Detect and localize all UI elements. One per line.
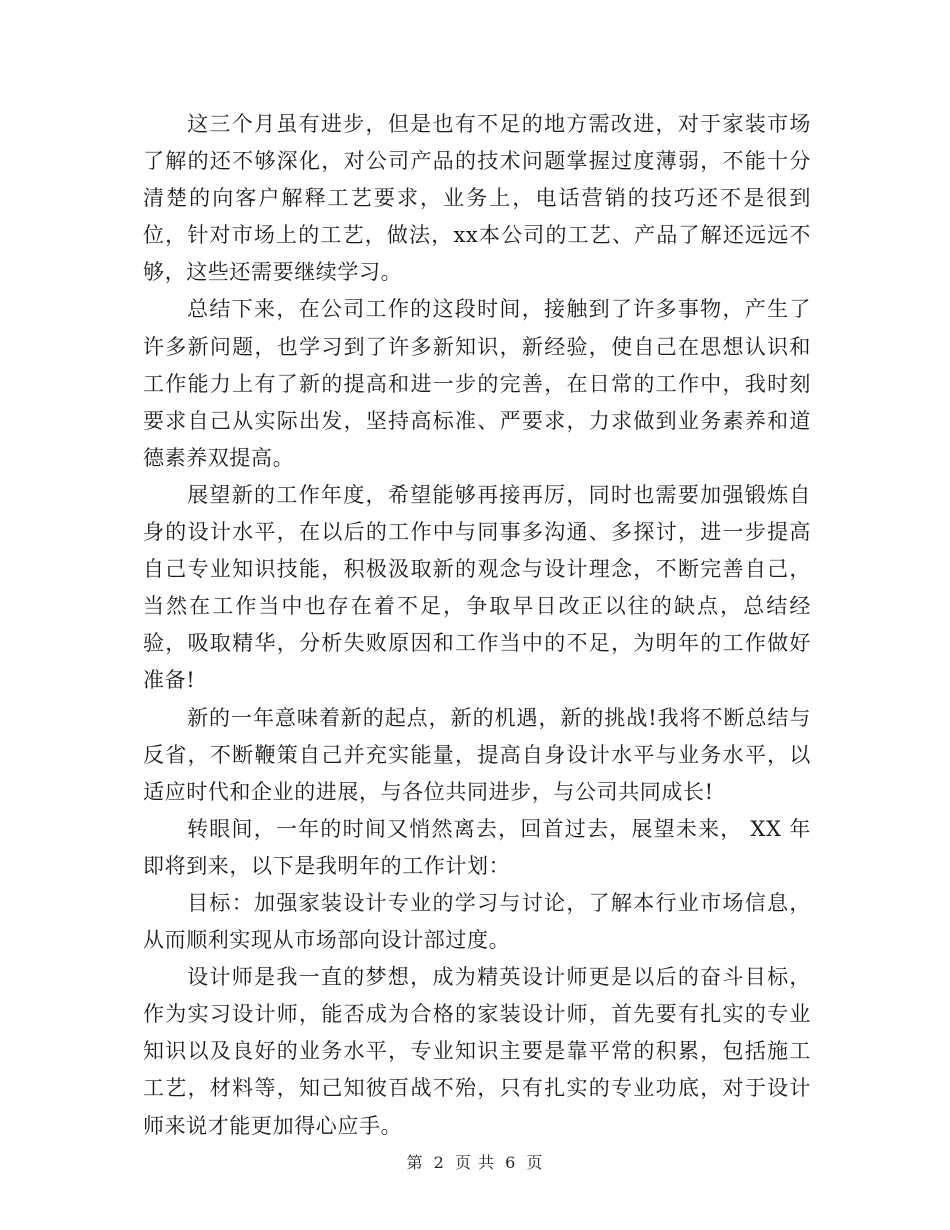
paragraph-7: 设计师是我一直的梦想，成为精英设计师更是以后的奋斗目标，作为实习设计师，能否成为合格的家装设计师，首先要有扎实的专业知识以及良好的业务水平，专业知识主要是靠平常的积累，包括施工工艺，材料等，知己知彼百战不殆，只有扎实的专业功底，对于设计师来说才能更加得心应手。 — [143, 965, 811, 1138]
paragraph-1: 这三个月虽有进步，但是也有不足的地方需改进，对于家装市场了解的还不够深化，对公司产品的技术问题掌握过度薄弱，不能十分清楚的向客户解释工艺要求，业务上，电话营销的技巧还不是很到位，针对市场上的工艺，做法，xx本公司的工艺、产品了解还远远不够，这些还需要继续学习。 — [143, 112, 811, 285]
paragraph-6: 目标：加强家装设计专业的学习与讨论，了解本行业市场信息，从而顺利实现从市场部向设计部过度。 — [143, 890, 811, 953]
paragraph-3: 展望新的工作年度，希望能够再接再厉，同时也需要加强锻炼自身的设计水平，在以后的工作中与同事多沟通、多探讨，进一步提高自己专业知识技能，积极汲取新的观念与设计理念，不断完善自己，当然在工作当中也存在着不足，争取早日改正以往的缺点，总结经验，吸取精华，分析失败原因和工作当中的不足，为明年的工作做好准备! — [143, 482, 811, 693]
paragraph-5: 转眼间，一年的时间又悄然离去，回首过去，展望未来， XX 年即将到来，以下是我明年的工作计划： — [143, 816, 811, 878]
footer-total-pages: 6 — [505, 1153, 517, 1172]
footer-middle: 页 共 — [454, 1153, 496, 1172]
footer-current-page: 2 — [433, 1153, 445, 1172]
paragraph-4: 新的一年意味着新的起点，新的机遇，新的挑战!我将不断总结与反省，不断鞭策自己并充实能量，提高自身设计水平与业务水平，以适应时代和企业的进展，与各位共同进步，与公司共同成长! — [143, 705, 811, 804]
page-footer — [0, 1150, 950, 1173]
footer-prefix: 第 — [406, 1153, 424, 1172]
paragraph-2: 总结下来，在公司工作的这段时间，接触到了许多事物，产生了许多新问题，也学习到了许多新知识，新经验，使自己在思想认识和工作能力上有了新的提高和进一步的完善，在日常的工作中，我时刻要求自己从实际出发，坚持高标准、严要求，力求做到业务素养和道德素养双提高。 — [143, 297, 811, 470]
footer-suffix: 页 — [526, 1153, 544, 1172]
document-body — [143, 106, 811, 1145]
